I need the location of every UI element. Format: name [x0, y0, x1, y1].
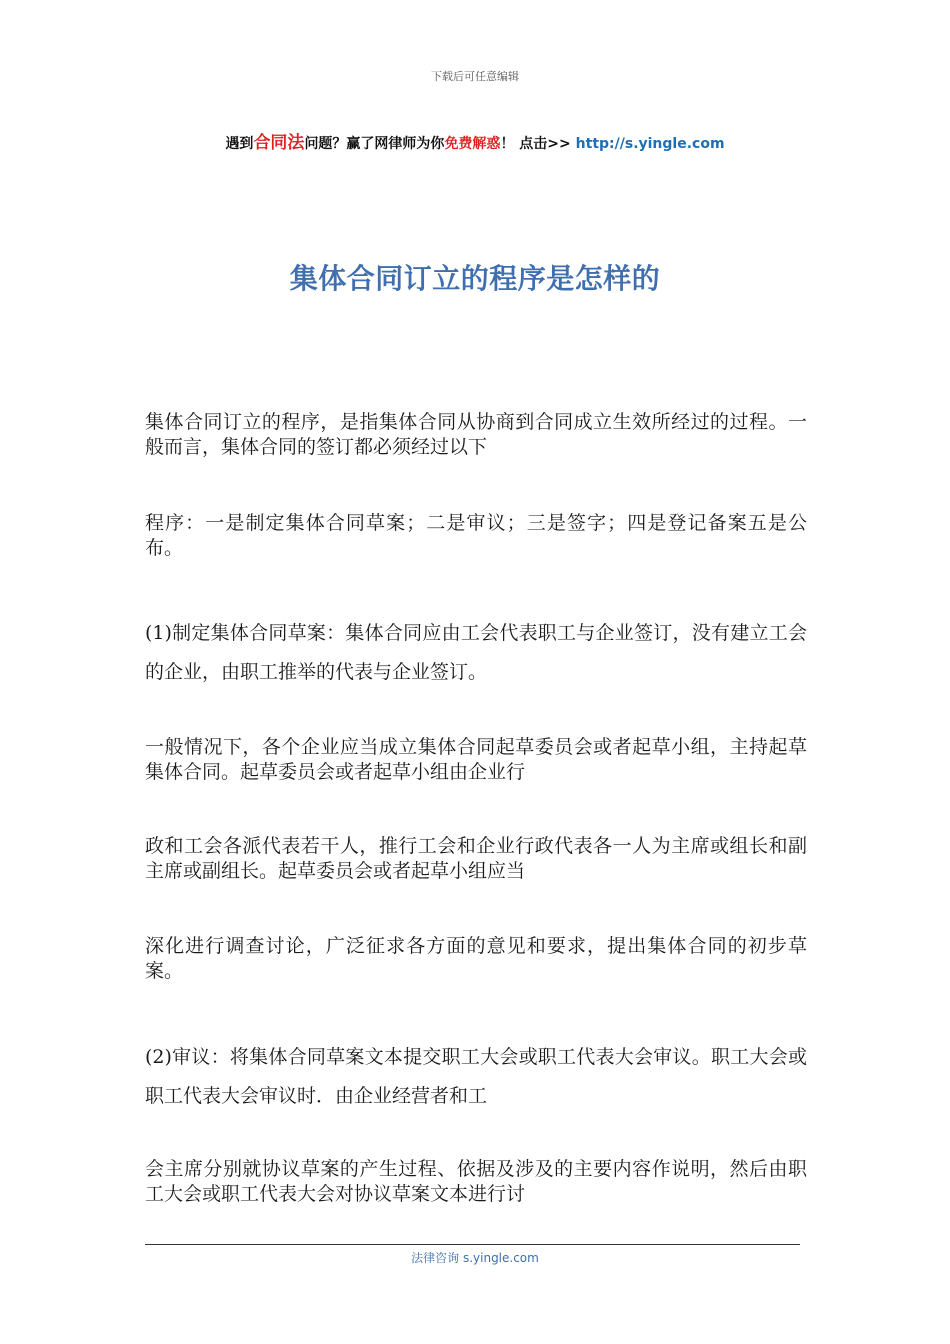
- promo-link[interactable]: http://s.yingle.com: [575, 136, 725, 152]
- promo-banner: [0, 128, 950, 153]
- footer-text: 法律咨询 s.yingle.com: [411, 1251, 539, 1265]
- paragraph-7: (2)审议：将集体合同草案文本提交职工大会或职工代表大会审议。职工大会或职工代表大会审议时．由企业经营者和工: [145, 1046, 807, 1107]
- paragraph-1: 集体合同订立的程序，是指集体合同从协商到合同成立生效所经过的过程。一般而言，集体合同的签订都必须经过以下: [145, 411, 807, 458]
- footer-divider: [145, 1244, 800, 1245]
- paragraph-5: 政和工会各派代表若干人，推行工会和企业行政代表各一人为主席或组长和副主席或副组长。起草委员会或者起草小组应当: [145, 835, 807, 882]
- paragraph-8: 会主席分别就协议草案的产生过程、依据及涉及的主要内容作说明，然后由职工大会或职工代表大会对协议草案文本进行讨: [145, 1158, 807, 1205]
- promo-text-1: 遇到: [225, 136, 254, 152]
- promo-highlight-contract-law: 合同法: [253, 133, 305, 153]
- paragraph-6: 深化进行调查讨论，广泛征求各方面的意见和要求，提出集体合同的初步草案。: [145, 935, 807, 982]
- paragraph-4: 一般情况下，各个企业应当成立集体合同起草委员会或者起草小组，主持起草集体合同。起草委员会或者起草小组由企业行: [145, 736, 807, 783]
- header-note: 下载后可任意编辑: [431, 70, 519, 83]
- paragraph-2: 程序：一是制定集体合同草案；二是审议；三是签字；四是登记备案五是公布。: [145, 512, 807, 559]
- promo-highlight-free: 免费解惑: [444, 136, 501, 152]
- promo-text-3: ！ 点击>>: [500, 136, 576, 152]
- paragraph-3: (1)制定集体合同草案：集体合同应由工会代表职工与企业签订，没有建立工会的企业，由职工推举的代表与企业签订。: [145, 622, 807, 683]
- promo-text-2: 问题？赢了网律师为你: [304, 136, 445, 152]
- document-title: 集体合同订立的程序是怎样的: [289, 262, 661, 295]
